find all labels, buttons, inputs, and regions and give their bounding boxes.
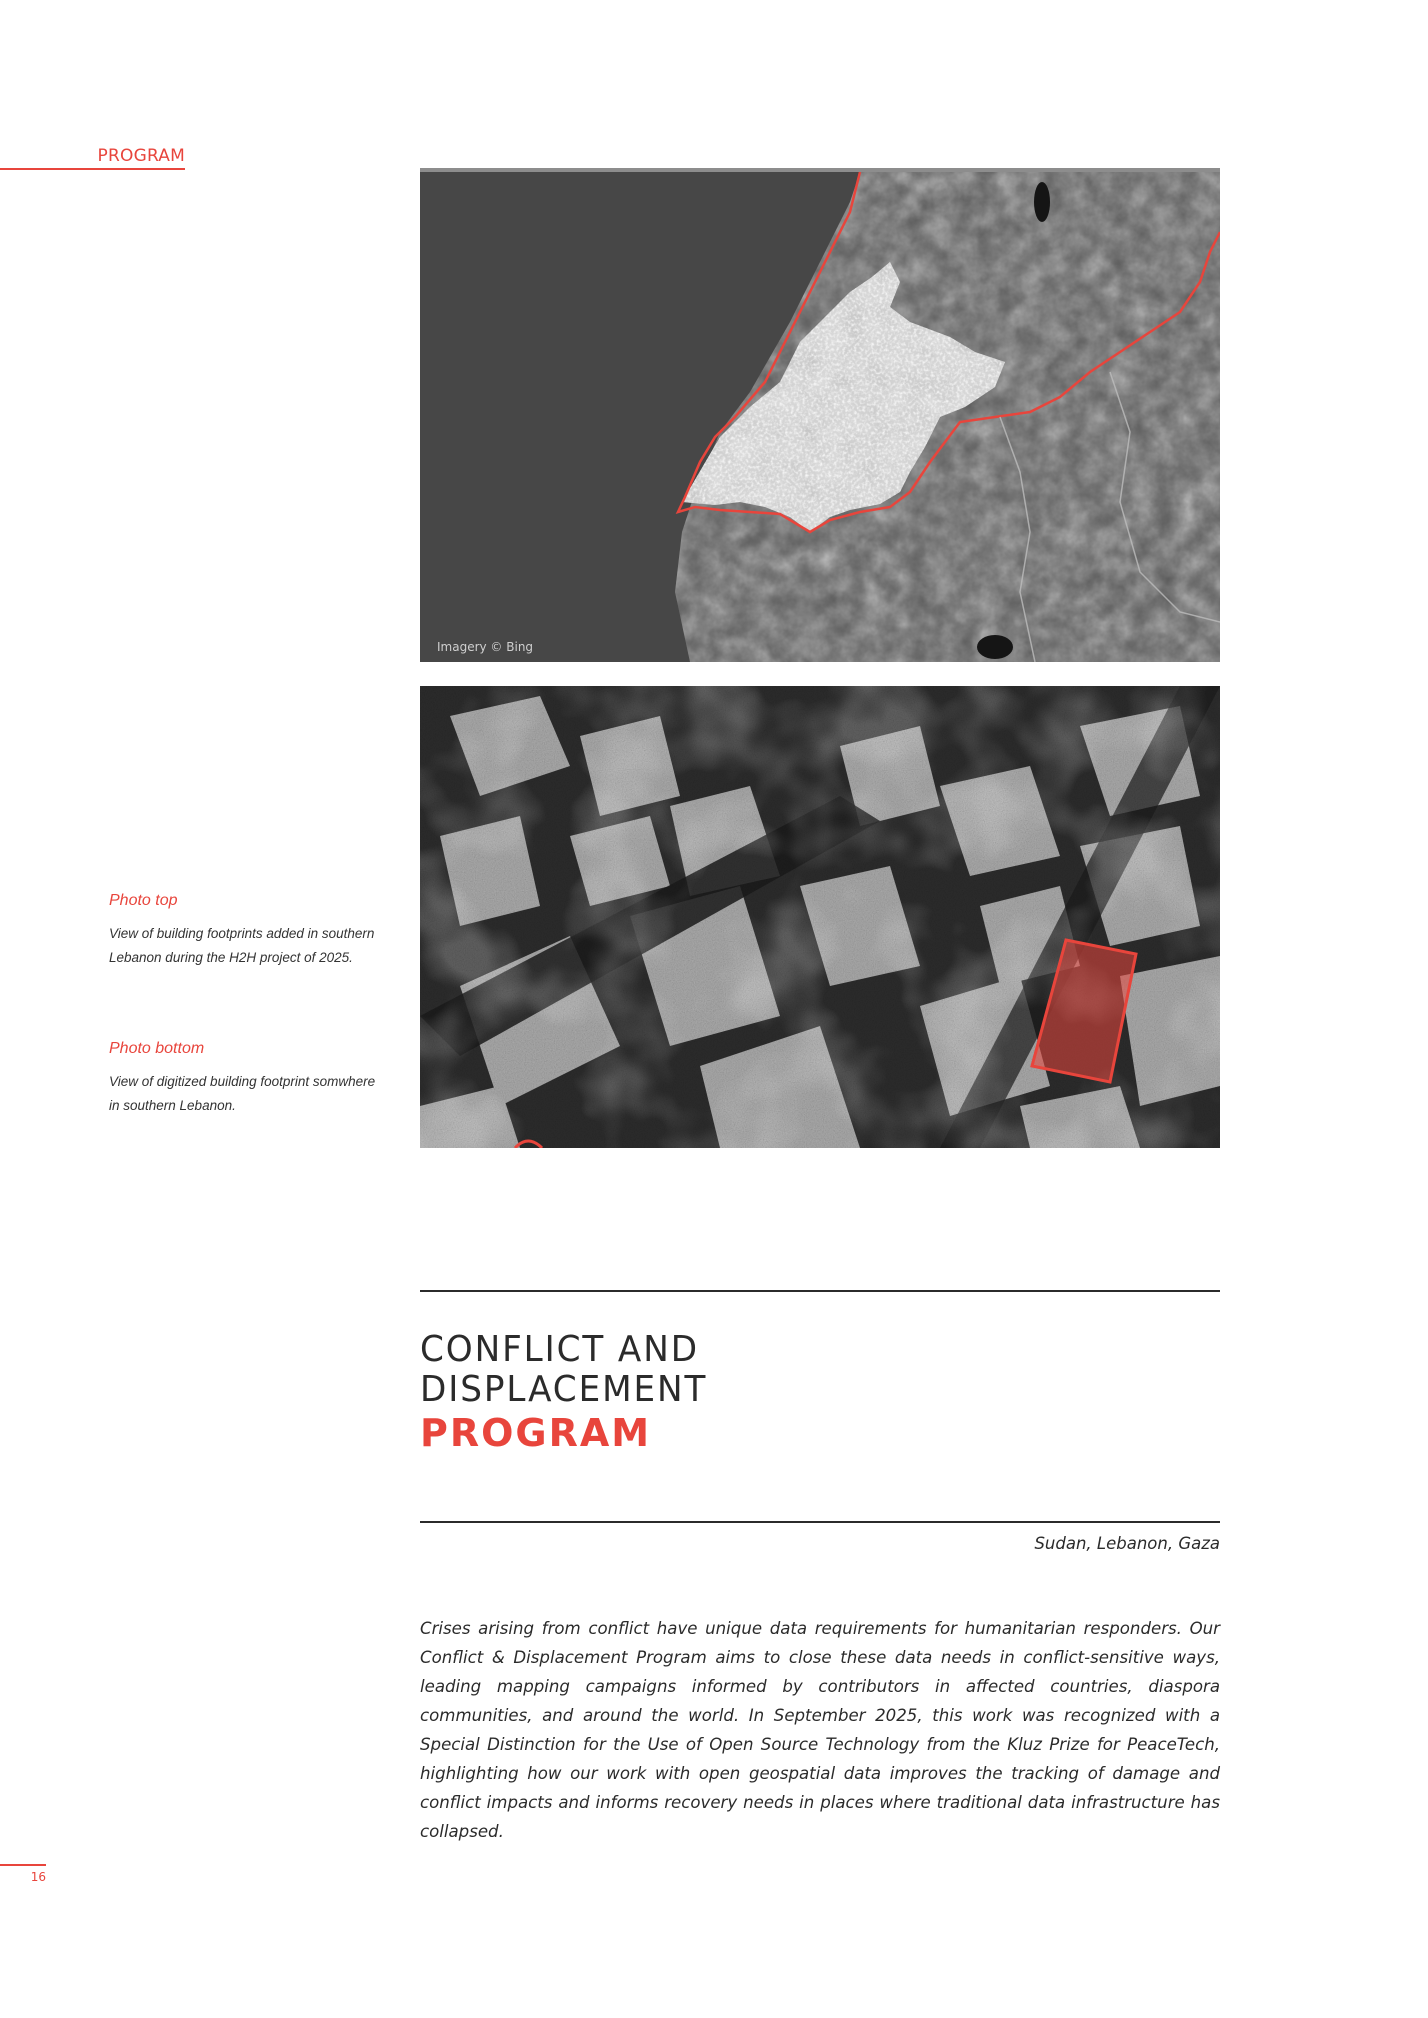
page-title — [420, 1330, 1220, 1456]
satellite-map-image — [420, 172, 1220, 662]
body-paragraph: Crises arising from conflict have unique data requirements for humanitarian responders. Our Conflict & Displacement Program aims to close these data needs in conflict-sensitive ways, leading mapping campaigns informed by contributors in affected countries, diaspora communities, and around the world. In September 2025, this work was recognized with a Special Distinction for the Use of Open Source Technology from the Kluz Prize for PeaceTech, highlighting how our work with open geospatial data improves the tracking of damage and conflict impacts and informs recovery needs in places where traditional data infrastructure has collapsed. — [420, 1619, 1220, 1841]
title-line-2: DISPLACEMENT — [420, 1369, 708, 1410]
locations-label: Sudan, Lebanon, Gaza — [1034, 1534, 1220, 1553]
section-tag: PROGRAM — [0, 146, 185, 170]
caption-top-text: View of building footprints added in southern Lebanon during the H2H project of 2025. — [109, 926, 375, 965]
caption-bottom-title: Photo bottom — [109, 1040, 205, 1057]
caption-top-title: Photo top — [109, 892, 178, 909]
heading-bottom-rule — [420, 1521, 1220, 1523]
photo-bottom-aerial — [420, 686, 1220, 1148]
title-line-3: PROGRAM — [420, 1411, 652, 1455]
caption-bottom-text: View of digitized building footprint somwhere in southern Lebanon. — [109, 1074, 376, 1113]
heading-top-rule — [420, 1290, 1220, 1292]
title-line-1: CONFLICT AND — [420, 1329, 699, 1370]
aerial-buildings-image — [420, 686, 1220, 1148]
page-number: 16 — [0, 1864, 46, 1884]
photo-top-map — [420, 168, 1220, 662]
imagery-credit: Imagery © Bing — [437, 640, 534, 654]
